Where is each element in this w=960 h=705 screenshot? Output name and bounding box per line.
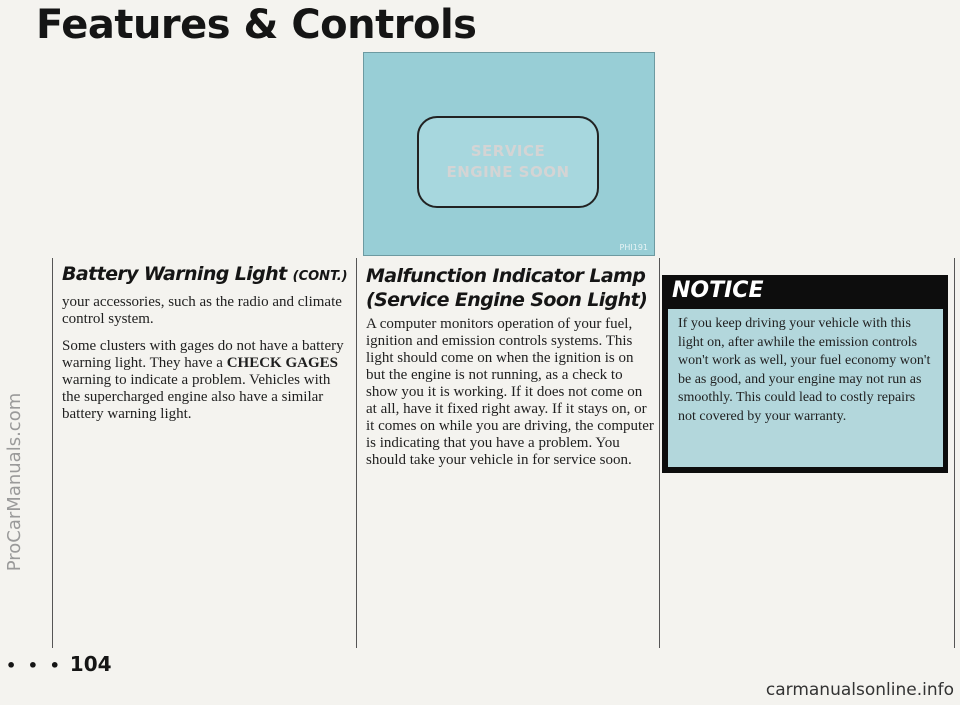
footer-watermark: carmanualsonline.info [765,680,954,700]
malfunction-paragraph: A computer monitors operation of your fuel, ignition and emission controls systems. This light should come on when the ignition is on but the engine is not running, as a check to show you it is working. If it does not come on at all, have it fixed right away. If it stays on, or it comes on while you are driving, the computer is indicating that you have a problem. You should take your vehicle in for service soon. [366,316,654,468]
lamp-line-1: SERVICE [470,142,546,160]
battery-heading-suffix: (CONT.) [292,269,348,284]
column-rule-middle [356,258,357,648]
page-number-dots: • • • [6,656,63,675]
battery-para2-start: Some clusters with gages do not have a battery warning light. They have a [62,338,344,371]
lamp-line-2: ENGINE SOON [446,163,570,181]
notice-body: If you keep driving your vehicle with this light on, after awhile the emission controls won't work as well, your fuel economy won't be as good, and your engine may not run as smoothly. This could lead to costly repairs not covered by your warranty. [668,309,943,467]
page-title: Features & Controls [36,2,477,48]
malfunction-heading: Malfunction Indicator Lamp (Service Engine Soon Light) [366,265,648,311]
battery-paragraph-2 [62,338,352,423]
column-rule-left [52,258,53,648]
check-gages-label: CHECK GAGES [226,355,338,371]
page-number [6,652,112,676]
service-engine-soon-illustration [363,52,655,256]
battery-para2-end: warning to indicate a problem. Vehicles with the supercharged engine also have a similar battery warning light. [62,372,331,422]
figure-code: PHI191 [619,243,648,252]
battery-heading-main: Battery Warning Light [62,263,287,285]
service-engine-soon-lamp [417,116,599,208]
battery-paragraph-1: your accessories, such as the radio and climate control system. [62,294,342,327]
watermark-text: ProCarManuals.com [4,392,25,572]
notice-box [662,275,948,473]
side-watermark [4,392,25,572]
battery-warning-heading [62,262,352,289]
column-rule-far-right [954,258,955,648]
notice-title: NOTICE [672,278,764,303]
column-rule-right [659,258,660,648]
page-number-value: 104 [69,652,112,676]
